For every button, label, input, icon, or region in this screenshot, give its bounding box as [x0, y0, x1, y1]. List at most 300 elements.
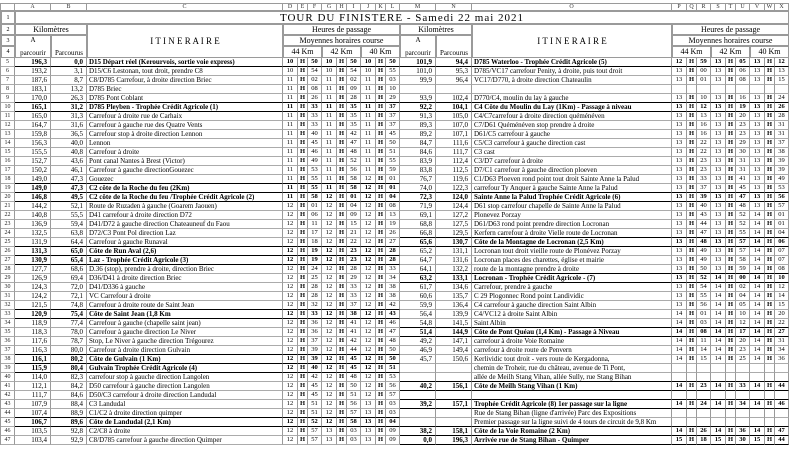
time-minute-cell: 59 [386, 166, 400, 175]
time-minute-cell: 45 [347, 355, 361, 364]
time-minute-cell [736, 418, 750, 427]
time-hour-cell: 12 [322, 211, 337, 220]
time-h-separator: H [726, 247, 736, 256]
time-hour-cell: 13 [711, 148, 726, 157]
itineraire-header-left: I T I N E R A I R E [87, 24, 283, 58]
time-minute-cell: 28 [347, 94, 361, 103]
time-minute-cell: 18 [697, 436, 711, 445]
time-h-separator: H [376, 265, 386, 274]
time-hour-cell: 12 [361, 193, 376, 202]
time-minute-cell: 23 [697, 382, 711, 391]
time-hour-cell: 13 [672, 211, 687, 220]
time-h-separator: H [376, 400, 386, 409]
time-minute-cell: 46 [308, 148, 322, 157]
time-hour-cell: 14 [750, 265, 765, 274]
time-hour-cell: 13 [711, 139, 726, 148]
km-to-go-cell: 196,3 [15, 58, 51, 67]
time-minute-cell: 33 [386, 265, 400, 274]
km-to-go-cell: 170,0 [15, 94, 51, 103]
time-hour-cell: 11 [283, 175, 298, 184]
time-hour-cell: 11 [283, 85, 298, 94]
time-h-separator: H [687, 256, 697, 265]
row-right-half [400, 130, 789, 139]
time-hour-cell: 14 [711, 400, 726, 409]
time-hour-cell: 13 [672, 157, 687, 166]
km-to-go-cell: 114,0 [15, 373, 51, 382]
time-h-separator: H [337, 175, 347, 184]
time-minute-cell: 18 [308, 238, 322, 247]
time-minute-cell: 50 [386, 139, 400, 148]
row-number: 31 [1, 292, 15, 301]
time-h-separator: H [726, 193, 736, 202]
table-row [1, 238, 789, 247]
row-right-half [400, 121, 789, 130]
table-row [1, 292, 789, 301]
time-h-separator: H [687, 94, 697, 103]
time-hour-cell: 11 [283, 184, 298, 193]
time-h-separator: H [687, 220, 697, 229]
km-to-go-cell [400, 391, 436, 400]
time-minute-cell: 52 [736, 220, 750, 229]
time-h-separator: H [376, 139, 386, 148]
row-right-half [400, 319, 789, 328]
itinerary-cell: C4 carrefour à gauche direction Saint Albin [472, 301, 672, 310]
time-minute-cell: 30 [736, 436, 750, 445]
time-h-separator: H [687, 247, 697, 256]
time-hour-cell: 13 [750, 193, 765, 202]
km-done-cell: 47,3 [51, 184, 87, 193]
time-h-separator: H [376, 373, 386, 382]
time-hour-cell: 12 [361, 382, 376, 391]
table-header [1, 11, 789, 58]
time-hour-cell: 13 [322, 427, 337, 436]
time-minute-cell [697, 418, 711, 427]
km-to-go-cell: 159,8 [15, 130, 51, 139]
itinerary-cell [472, 85, 672, 94]
time-hour-cell: 13 [672, 220, 687, 229]
time-h-separator: H [337, 211, 347, 220]
time-h-separator: H [376, 175, 386, 184]
row-number: 9 [1, 94, 15, 103]
time-minute-cell: 34 [386, 274, 400, 283]
speed-42km-header-right: 42 Km [711, 46, 750, 58]
time-h-separator: H [726, 319, 736, 328]
time-h-separator: H [298, 85, 308, 94]
time-hour-cell: 14 [711, 337, 726, 346]
itinerary-cell: D61 stop carrefour chapelle de Sainte Anne la Palud [472, 202, 672, 211]
time-h-separator: H [298, 292, 308, 301]
time-hour-cell: 12 [322, 193, 337, 202]
row-number: 27 [1, 256, 15, 265]
time-hour-cell: 11 [322, 157, 337, 166]
row-left-half [15, 193, 400, 202]
time-minute-cell [775, 364, 789, 373]
itinerary-cell: carrefour à droite Voie Romaine [472, 337, 672, 346]
time-hour-cell: 12 [322, 274, 337, 283]
itinerary-cell: carrefour à droite route de Penvern [472, 346, 672, 355]
time-h-separator: H [298, 409, 308, 418]
row-left-half [15, 148, 400, 157]
time-minute-cell: 44 [347, 346, 361, 355]
time-minute-cell [697, 85, 711, 94]
time-minute-cell: 47 [697, 229, 711, 238]
itinerary-cell: Kerfern carrefour à droite Vielle route de Locronan [472, 229, 672, 238]
row-left-half [15, 328, 400, 337]
time-minute-cell: 31 [775, 130, 789, 139]
time-hour-cell: 13 [750, 157, 765, 166]
row-right-half [400, 184, 789, 193]
time-hour-cell: 11 [361, 76, 376, 85]
km-done-cell: 132,2 [436, 265, 472, 274]
time-h-separator [765, 85, 775, 94]
km-done-cell: 150,6 [436, 355, 472, 364]
time-h-separator: H [765, 76, 775, 85]
row-left-half [15, 283, 400, 292]
time-hour-cell: 10 [283, 58, 298, 67]
time-h-separator: H [765, 436, 775, 445]
time-h-separator [687, 373, 697, 382]
time-hour-cell: 13 [711, 112, 726, 121]
table-row [1, 121, 789, 130]
time-minute-cell: 35 [347, 103, 361, 112]
row-right-half [400, 94, 789, 103]
time-minute-cell: 50 [308, 58, 322, 67]
time-hour-cell: 13 [711, 193, 726, 202]
time-h-separator: H [298, 148, 308, 157]
row-number: 32 [1, 301, 15, 310]
time-h-separator: H [726, 310, 736, 319]
time-h-separator: H [337, 346, 347, 355]
time-hour-cell: 12 [322, 355, 337, 364]
time-minute-cell: 46 [386, 319, 400, 328]
time-h-separator: H [376, 130, 386, 139]
row-right-half [400, 418, 789, 427]
km-done-cell: 94,4 [436, 58, 472, 67]
itinerary-cell: C1/D63 Ploeven rond point tout droit Sainte Anne la Palud [472, 175, 672, 184]
time-h-separator: H [687, 112, 697, 121]
time-h-separator: H [298, 58, 308, 67]
time-hour-cell: 13 [711, 103, 726, 112]
row-right-half [400, 247, 789, 256]
row-number: 8 [1, 85, 15, 94]
itinerary-cell: Carrefour à gauche direction Le Niver [87, 328, 283, 337]
time-h-separator: H [298, 427, 308, 436]
time-hour-cell: 12 [322, 229, 337, 238]
time-h-separator: H [337, 283, 347, 292]
km-done-cell: 75,4 [51, 310, 87, 319]
time-minute-cell: 31 [736, 166, 750, 175]
time-hour-cell: 14 [750, 274, 765, 283]
time-minute-cell: 15 [775, 301, 789, 310]
time-minute-cell: 39 [308, 346, 322, 355]
time-minute-cell: 50 [347, 58, 361, 67]
time-hour-cell: 12 [361, 184, 376, 193]
km-to-go-cell: 136,9 [15, 220, 51, 229]
km-done-cell: 129,5 [436, 229, 472, 238]
table-row [1, 112, 789, 121]
km-to-go-cell: 183,1 [15, 85, 51, 94]
row-right-half [400, 436, 789, 445]
time-minute-cell: 10 [697, 94, 711, 103]
row-left-half [15, 112, 400, 121]
time-minute-cell: 15 [697, 355, 711, 364]
time-minute-cell: 17 [308, 229, 322, 238]
time-hour-cell: 13 [672, 121, 687, 130]
itinerary-cell: D785 Waterloo - Trophée Crédit Agricole (5) [472, 58, 672, 67]
time-h-separator: H [337, 292, 347, 301]
time-h-separator: H [765, 301, 775, 310]
time-h-separator: H [298, 157, 308, 166]
time-hour-cell: 14 [672, 400, 687, 409]
time-minute-cell: 16 [697, 130, 711, 139]
time-minute-cell: 24 [775, 94, 789, 103]
time-h-separator: H [337, 103, 347, 112]
row-number: 6 [1, 67, 15, 76]
km-done-cell: 141,5 [436, 319, 472, 328]
time-minute-cell: 55 [736, 229, 750, 238]
row-number: 35 [1, 328, 15, 337]
row-right-half [400, 202, 789, 211]
itinerary-cell: C7/D61 Quéménéven stop prendre à droite [472, 121, 672, 130]
km-done-cell: 36,5 [51, 130, 87, 139]
time-h-separator: H [298, 418, 308, 427]
km-done-cell: 89,6 [51, 418, 87, 427]
km-done-cell: 8,7 [51, 76, 87, 85]
row-left-half [15, 337, 400, 346]
time-minute-cell: 54 [347, 67, 361, 76]
km-to-go-cell: 83,9 [400, 157, 436, 166]
time-hour-cell: 12 [322, 409, 337, 418]
time-minute-cell: 01 [386, 184, 400, 193]
time-minute-cell: 48 [386, 337, 400, 346]
time-hour-cell: 13 [711, 94, 726, 103]
time-h-separator: H [376, 427, 386, 436]
row-left-half [15, 211, 400, 220]
time-h-separator: H [765, 67, 775, 76]
time-minute-cell [775, 409, 789, 418]
time-minute-cell: 44 [775, 436, 789, 445]
time-minute-cell: 28 [347, 265, 361, 274]
time-h-separator: H [726, 202, 736, 211]
time-h-separator: H [765, 148, 775, 157]
time-minute-cell: 56 [775, 193, 789, 202]
time-minute-cell: 26 [697, 427, 711, 436]
time-minute-cell: 34 [775, 346, 789, 355]
itinerary-cell: Côte de Meilh Stang Vihan (1 Km) [472, 382, 672, 391]
row-left-half [15, 58, 400, 67]
itinerary-cell: D15 Départ réel (Kerourvois, sortie voie express) [87, 58, 283, 67]
time-h-separator: H [376, 58, 386, 67]
time-hour-cell: 12 [283, 391, 298, 400]
table-row [1, 175, 789, 184]
time-h-separator [765, 364, 775, 373]
time-hour-cell: 13 [711, 67, 726, 76]
column-letter: W [765, 3, 775, 11]
column-letter: G [322, 3, 337, 11]
time-minute-cell: 04 [775, 229, 789, 238]
time-minute-cell: 52 [697, 274, 711, 283]
table-row [1, 184, 789, 193]
time-h-separator: H [726, 58, 736, 67]
time-h-separator: H [337, 85, 347, 94]
km-to-go-cell: 71,9 [400, 202, 436, 211]
time-h-separator: H [298, 373, 308, 382]
time-minute-cell [775, 85, 789, 94]
row-left-half [15, 175, 400, 184]
time-hour-cell: 13 [750, 166, 765, 175]
time-hour-cell: 12 [283, 337, 298, 346]
time-minute-cell: 04 [736, 292, 750, 301]
time-hour-cell: 13 [711, 202, 726, 211]
time-minute-cell: 47 [775, 427, 789, 436]
row-left-half [15, 247, 400, 256]
time-minute-cell [775, 418, 789, 427]
time-minute-cell: 49 [697, 256, 711, 265]
time-hour-cell: 13 [750, 103, 765, 112]
time-hour-cell: 12 [283, 211, 298, 220]
itinerary-cell: C4 Côte du Moulin du Lay (1Km) - Passage à niveau [472, 103, 672, 112]
gutter-corner [1, 3, 15, 11]
time-minute-cell: 30 [736, 148, 750, 157]
km-to-go-cell: 89,2 [400, 130, 436, 139]
time-h-separator: H [376, 157, 386, 166]
itinerary-cell: Côte de Landudal (2,1 Km) [87, 418, 283, 427]
table-row [1, 382, 789, 391]
time-minute-cell: 13 [386, 211, 400, 220]
time-hour-cell: 11 [322, 94, 337, 103]
time-minute-cell: 57 [736, 247, 750, 256]
time-minute-cell: 23 [347, 247, 361, 256]
time-minute-cell: 22 [697, 139, 711, 148]
time-h-separator: H [765, 328, 775, 337]
time-minute-cell: 42 [386, 301, 400, 310]
time-hour-cell: 12 [283, 292, 298, 301]
time-h-separator: H [298, 355, 308, 364]
km-done-cell: 136,4 [436, 301, 472, 310]
row-number: 15 [1, 148, 15, 157]
time-hour-cell: 12 [283, 328, 298, 337]
km-to-go-cell: 107,9 [15, 400, 51, 409]
time-minute-cell: 50 [347, 382, 361, 391]
time-h-separator: H [376, 310, 386, 319]
time-h-separator: H [765, 382, 775, 391]
itinerary-cell: Pont canal Nantes à Brest (Victor) [87, 157, 283, 166]
km-to-go-cell: 83,8 [400, 166, 436, 175]
time-h-separator: H [298, 130, 308, 139]
time-h-separator: H [376, 193, 386, 202]
row-number: 37 [1, 346, 15, 355]
km-to-go-cell: 45,7 [400, 355, 436, 364]
time-hour-cell: 14 [750, 328, 765, 337]
time-h-separator: H [687, 193, 697, 202]
time-hour-cell: 14 [711, 328, 726, 337]
time-minute-cell: 44 [775, 382, 789, 391]
time-h-separator: H [376, 337, 386, 346]
time-hour-cell: 13 [750, 202, 765, 211]
time-hour-cell: 11 [283, 76, 298, 85]
time-hour-cell: 13 [711, 157, 726, 166]
time-h-separator: H [298, 184, 308, 193]
time-minute-cell [736, 391, 750, 400]
time-hour-cell [711, 418, 726, 427]
time-h-separator: H [337, 184, 347, 193]
time-minute-cell: 12 [736, 319, 750, 328]
itinerary-cell: C 29 Plogonnec Rond point Landividic [472, 292, 672, 301]
time-minute-cell: 53 [775, 184, 789, 193]
itinerary-cell: Plonevez Porzay [472, 211, 672, 220]
km-to-go-cell: 117,6 [15, 337, 51, 346]
time-hour-cell: 12 [283, 310, 298, 319]
time-hour-cell: 13 [672, 274, 687, 283]
column-letter: U [736, 3, 750, 11]
time-h-separator: H [376, 94, 386, 103]
time-h-separator: H [337, 400, 347, 409]
km-done-cell: 40,0 [51, 139, 87, 148]
time-h-separator: H [298, 193, 308, 202]
time-hour-cell [750, 409, 765, 418]
time-minute-cell: 40 [308, 130, 322, 139]
table-row [1, 427, 789, 436]
time-hour-cell: 13 [672, 238, 687, 247]
table-row [1, 364, 789, 373]
time-h-separator: H [765, 400, 775, 409]
time-minute-cell: 26 [775, 103, 789, 112]
time-minute-cell: 55 [386, 157, 400, 166]
km-done-cell: 88,4 [51, 400, 87, 409]
time-hour-cell: 13 [711, 175, 726, 184]
time-h-separator: H [726, 139, 736, 148]
time-h-separator: H [765, 346, 775, 355]
time-h-separator: H [376, 436, 386, 445]
time-minute-cell: 09 [386, 427, 400, 436]
km-done-cell: 74,8 [51, 301, 87, 310]
time-hour-cell: 13 [672, 103, 687, 112]
time-hour-cell: 12 [361, 211, 376, 220]
row-left-half [15, 139, 400, 148]
time-h-separator: H [687, 328, 697, 337]
km-to-go-cell: 63,2 [400, 274, 436, 283]
table-row [1, 256, 789, 265]
time-h-separator: H [337, 229, 347, 238]
time-h-separator: H [765, 94, 775, 103]
time-minute-cell: 19 [308, 256, 322, 265]
time-hour-cell: 12 [283, 319, 298, 328]
time-h-separator: H [298, 220, 308, 229]
speed-40km-header-right: 40 Km [750, 46, 789, 58]
time-minute-cell: 42 [347, 337, 361, 346]
time-hour-cell: 12 [361, 265, 376, 274]
heures-header-right: Heures de passage [672, 24, 789, 35]
time-h-separator [765, 418, 775, 427]
time-hour-cell: 13 [672, 283, 687, 292]
time-hour-cell: 12 [322, 400, 337, 409]
row-right-half [400, 211, 789, 220]
time-minute-cell: 16 [736, 94, 750, 103]
row-right-half [400, 229, 789, 238]
time-hour-cell: 13 [361, 427, 376, 436]
km-to-go-cell: 91,3 [400, 112, 436, 121]
time-hour-cell: 13 [672, 202, 687, 211]
time-minute-cell: 28 [386, 256, 400, 265]
time-minute-cell: 12 [697, 103, 711, 112]
row-right-half [400, 220, 789, 229]
table-row [1, 193, 789, 202]
itinerary-cell: Carrefour à droite direction Gulvain [87, 346, 283, 355]
time-hour-cell: 13 [672, 175, 687, 184]
km-to-go-cell: 64,1 [400, 265, 436, 274]
time-minute-cell: 56 [386, 382, 400, 391]
time-minute-cell: 23 [736, 346, 750, 355]
